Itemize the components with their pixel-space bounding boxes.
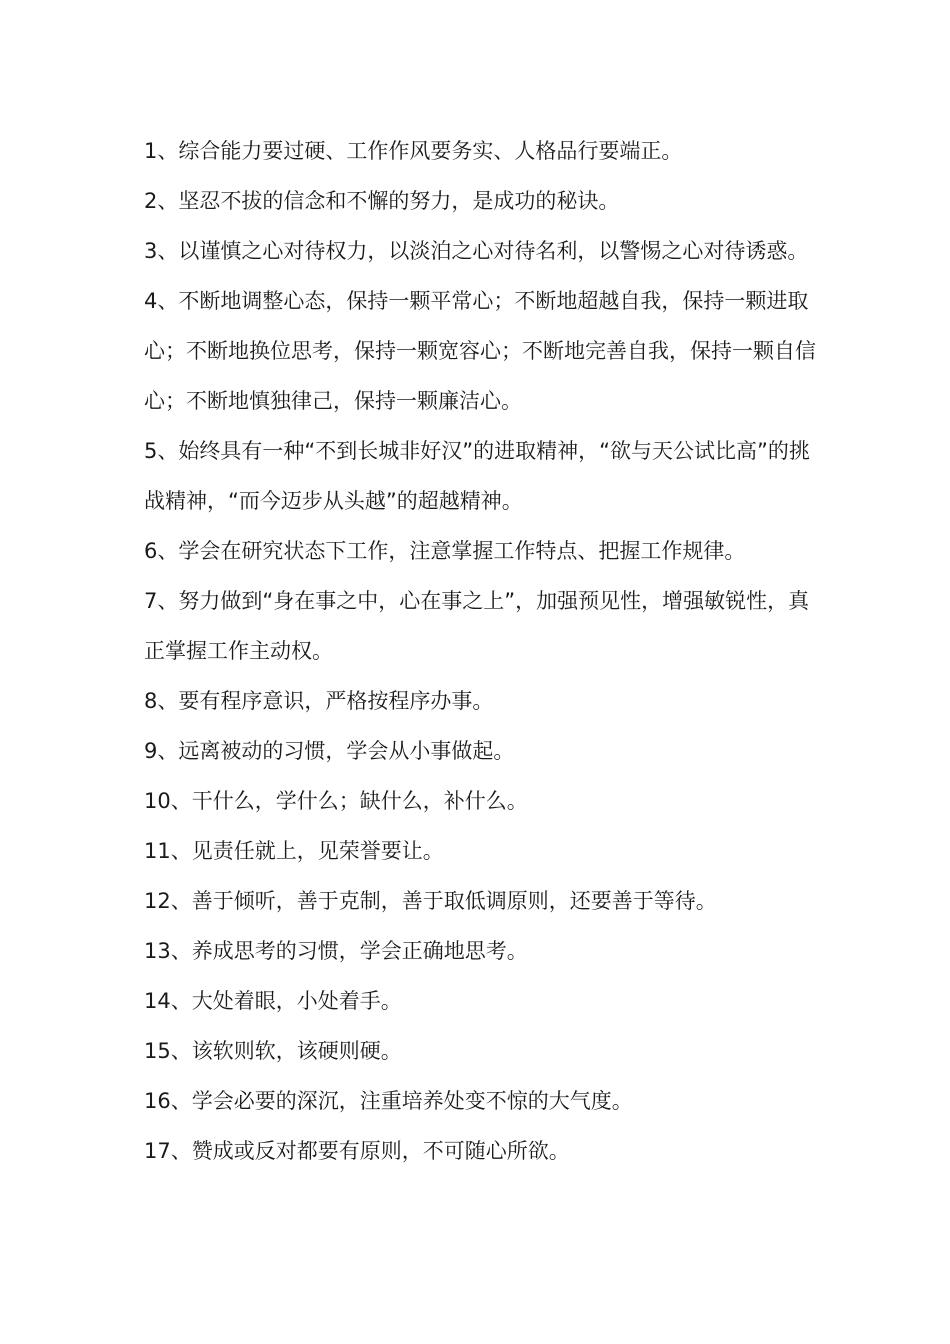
list-item: 4、不断地调整心态，保持一颗平常心；不断地超越自我，保持一颗进取心；不断地换位思考，保持一颗宽容心；不断地完善自我，保持一颗自信心；不断地慎独律己，保持一颗廉洁心。: [144, 289, 816, 413]
list-item: 1、综合能力要过硬、工作作风要务实、人格品行要端正。: [144, 139, 683, 163]
list-item: 7、努力做到“身在事之中，心在事之上”，加强预见性，增强敏锐性，真正掌握工作主动权。: [144, 589, 810, 663]
list-item: 5、始终具有一种“不到长城非好汉”的进取精神，“欲与天公试比高”的挑战精神，“而今迈步从头越”的超越精神。: [144, 439, 810, 513]
list-item: 6、学会在研究状态下工作，注意掌握工作特点、把握工作规律。: [144, 539, 746, 563]
list-item: 11、见责任就上，见荣誉要让。: [144, 839, 444, 863]
list-item: 15、该软则软，该硬则硬。: [144, 1039, 402, 1063]
list-item: 16、学会必要的深沉，注重培养处变不惊的大气度。: [144, 1089, 633, 1113]
list-item: 13、养成思考的习惯，学会正确地思考。: [144, 939, 528, 963]
list-item: 10、干什么，学什么；缺什么，补什么。: [144, 789, 528, 813]
list-item: 3、以谨慎之心对待权力，以淡泊之心对待名利，以警惕之心对待诱惑。: [144, 239, 809, 263]
list-item: 14、大处着眼，小处着手。: [144, 989, 402, 1013]
document-body: [144, 126, 824, 1176]
list-item: 2、坚忍不拔的信念和不懈的努力，是成功的秘诀。: [144, 189, 620, 213]
list-item: 9、远离被动的习惯，学会从小事做起。: [144, 739, 515, 763]
list-item: 8、要有程序意识，严格按程序办事。: [144, 689, 494, 713]
list-item: 12、善于倾听，善于克制，善于取低调原则，还要善于等待。: [144, 889, 717, 913]
list-item: 17、赞成或反对都要有原则，不可随心所欲。: [144, 1139, 570, 1163]
